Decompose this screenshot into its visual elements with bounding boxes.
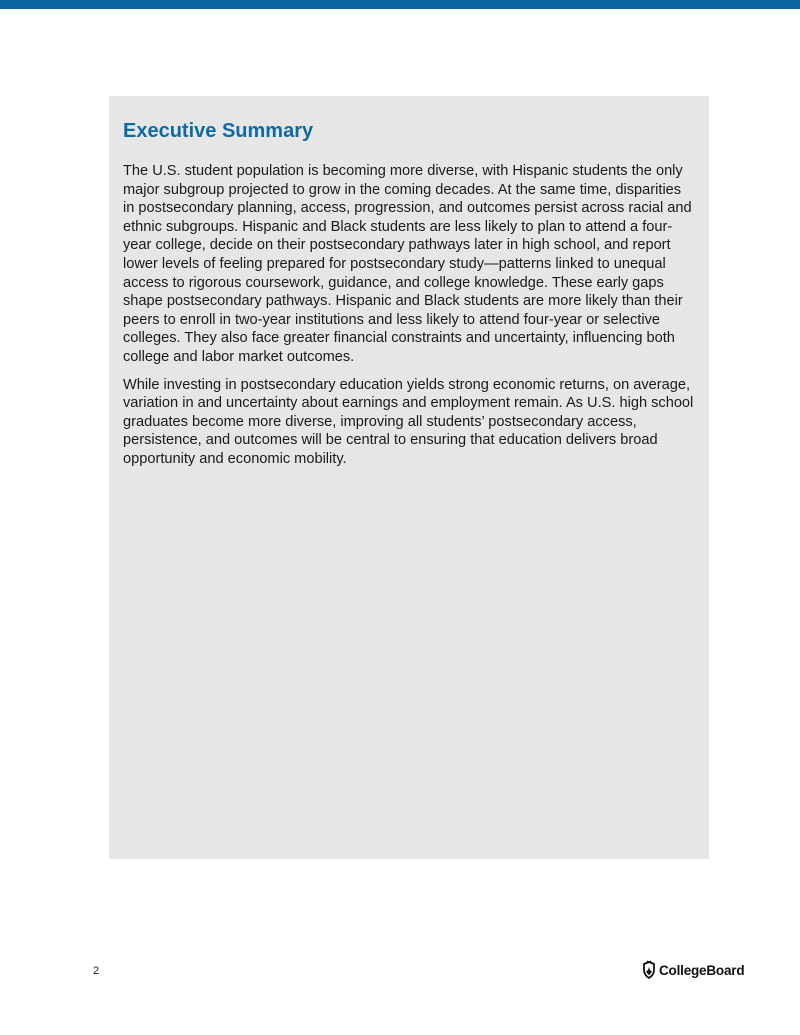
summary-paragraph-1: The U.S. student population is becoming more diverse, with Hispanic students the only major subgroup projected to grow in the coming decades. At the same time, disparities in postsecondary planning, access, progression, and outcomes persist across racial and ethnic subgroups. Hispanic and Black students are less likely to plan to attend a four-year college, decide on their postsecondary pathways later in high school, and report lower levels of feeling prepared for postsecondary study—patterns linked to unequal access to rigorous coursework, guidance, and college knowledge. These early gaps shape postsecondary pathways. Hispanic and Black students are more likely than their peers to enroll in two-year institutions and less likely to attend four-year or selective colleges. They also face greater financial constraints and uncertainty, influencing both college and labor market outcomes.: [123, 163, 692, 365]
executive-summary-title: Executive Summary: [123, 120, 314, 142]
collegeboard-logo: [641, 960, 744, 980]
brand-name: CollegeBoard: [659, 962, 745, 978]
acorn-shield-icon: [641, 960, 657, 980]
summary-paragraph-2: While investing in postsecondary education yields strong economic returns, on average, variation in and uncertainty about earnings and employment remain. As U.S. high school graduates become more diverse, improving all students’ postsecondary access, persistence, and outcomes will be central to ensuring that education delivers broad opportunity and economic mobility.: [123, 376, 694, 467]
top-accent-bar: [0, 0, 800, 9]
page-number: 2: [93, 965, 100, 977]
executive-summary-box: [109, 96, 709, 859]
